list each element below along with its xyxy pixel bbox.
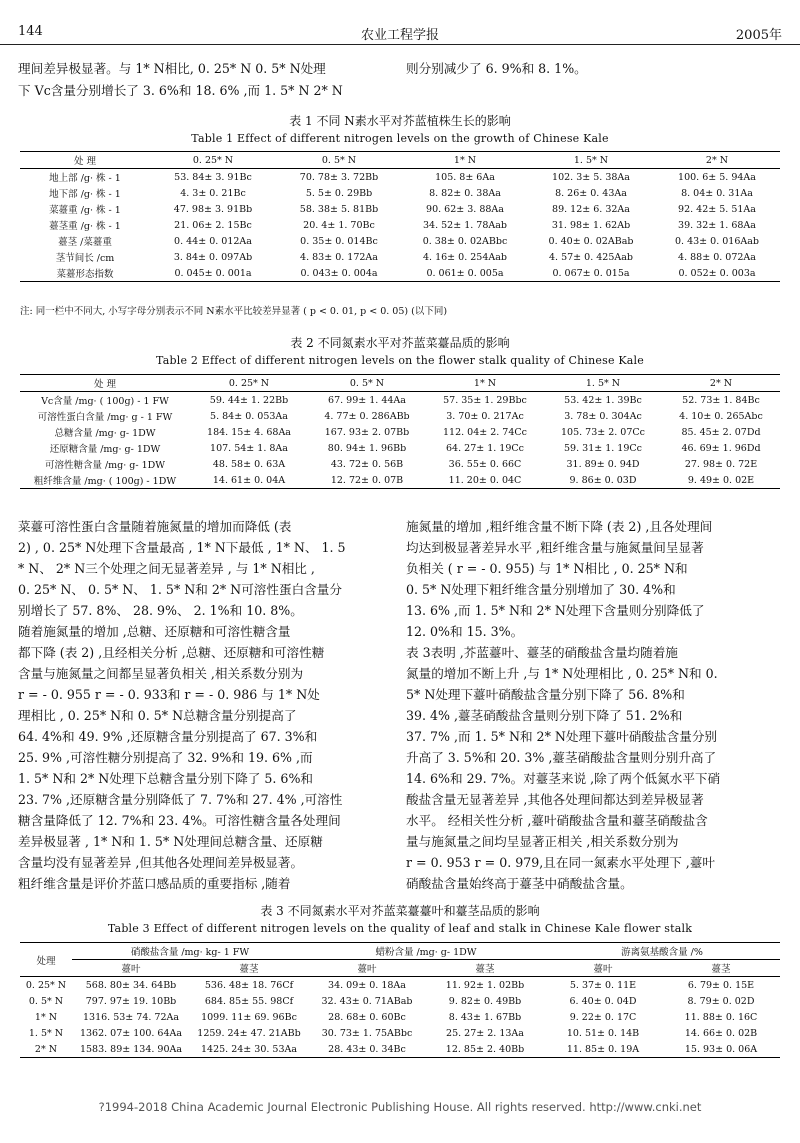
table2-cell: 9. 86± 0. 03D: [544, 472, 662, 489]
table2: [20, 374, 780, 489]
body-left-line: 别增长了 57. 8%、 28. 9%、 2. 1%和 10. 8%。: [18, 603, 303, 618]
table1-header-cell: 1. 5* N: [528, 152, 654, 169]
table1-cell: 4. 88± 0. 072Aa: [678, 251, 756, 263]
table1-cell: 89. 12± 6. 32Aa: [552, 203, 630, 215]
table3-cell: 1583. 89± 134. 90Aa: [72, 1041, 190, 1058]
body-right-line: 氮量的增加不断上升 ,与 1* N处理相比 , 0. 25* N和 0.: [406, 666, 718, 681]
table2-row-label: 可溶性糖含量 /mg· g- 1DW: [44, 460, 166, 471]
table2-cell: 27. 98± 0. 72E: [684, 458, 758, 470]
table3-row-label: 0. 5* N: [28, 995, 64, 1007]
table2-header-cell: 1. 5* N: [544, 375, 662, 392]
table2-caption-en: Table 2 Effect of different nitrogen levels on the flower stalk quality of Chinese Kale: [156, 354, 644, 367]
body-right-line: 升高了 3. 5%和 20. 3% ,薹茎硝酸盐含量则分别升高了: [406, 750, 717, 765]
table1-cell: 58. 38± 5. 81Bb: [299, 203, 379, 215]
table2-row-label: Vc含量 /mg· ( 100g) - 1 FW: [41, 396, 169, 407]
table3-row-label: 0. 25* N: [25, 979, 67, 991]
table1-cell: 0. 44± 0. 012Aa: [174, 235, 252, 247]
table2-cell: 64. 27± 1. 19Cc: [446, 442, 524, 454]
table2-cell: 67. 99± 1. 44Aa: [328, 394, 406, 406]
table1-row-label: 菜薹重 /g· 株 - 1: [49, 205, 121, 216]
table3-cell: 10. 51± 0. 14B: [566, 1027, 640, 1039]
table1-cell: 8. 04± 0. 31Aa: [681, 187, 753, 199]
table2-row-label: 总糖含量 /mg· g- 1DW: [54, 428, 156, 439]
table3-row: [20, 1041, 780, 1058]
table1-cell: 4. 83± 0. 172Aa: [300, 251, 378, 263]
body-right-line: 14. 6%和 29. 7%。对薹茎来说 ,除了两个低氮水平下硝: [406, 771, 721, 786]
table2-cell: 167. 93± 2. 07Bb: [324, 426, 410, 438]
table3-cell: 6. 79± 0. 15E: [687, 979, 755, 991]
body-left-line: 差异极显著 , 1* N和 1. 5* N处理间总糖含量、还原糖: [18, 834, 323, 849]
table1-cell: 0. 40± 0. 02ABab: [548, 235, 634, 247]
body-right-line: 39. 4% ,薹茎硝酸盐含量则分别下降了 51. 2%和: [406, 708, 683, 723]
table1-row: [20, 185, 780, 201]
table1-cell: 5. 5± 0. 29Bb: [305, 187, 373, 199]
body-right-line: 量与施氮量之间均呈显著正相关 ,相关系数分别为: [406, 834, 679, 849]
table1-note: 注: 同一栏中不同大, 小写字母分别表示不同 N素水平比较差异显著 ( p < 0. 01, p < 0. 05) (以下同): [20, 306, 448, 317]
table2-cell: 57. 35± 1. 29Bbc: [443, 394, 527, 406]
table3-cell: 15. 93± 0. 06A: [662, 1041, 780, 1058]
table2-cell: 11. 20± 0. 04C: [426, 472, 544, 489]
table3-cell: 8. 79± 0. 02D: [687, 995, 755, 1007]
table3-subheader: 薹茎: [426, 960, 544, 977]
table2-row: [20, 392, 780, 409]
table3-cell: 1425. 24± 30. 53Aa: [190, 1041, 308, 1058]
table1-cell: 105. 8± 6Aa: [435, 171, 495, 183]
body-left-line: 都下降 (表 2) ,且经相关分析 ,总糖、还原糖和可溶性糖: [18, 645, 325, 660]
table1-cell: 100. 6± 5. 94Aa: [678, 171, 756, 183]
table1-cell: 92. 42± 5. 51Aa: [678, 203, 756, 215]
table3-caption-cn: 表 3 不同氮素水平对芥蓝菜薹薹叶和薹茎品质的影响: [260, 904, 540, 918]
table1-caption-cn: 表 1 不同 N素水平对芥蓝植株生长的影响: [289, 114, 511, 128]
table3-cell: 9. 82± 0. 49Bb: [448, 995, 522, 1007]
table1-cell: 0. 35± 0. 014Bc: [300, 235, 378, 247]
intro-line-2: 下 Vc含量分别增长了 3. 6%和 18. 6% ,而 1. 5* N 2* N: [18, 83, 343, 98]
table1-cell: 4. 3± 0. 21Bc: [180, 187, 246, 199]
table2-row-label: 还原糖含量 /mg· g- 1DW: [49, 444, 161, 455]
table2-cell: 31. 89± 0. 94D: [566, 458, 640, 470]
body-right-column: [406, 516, 720, 894]
table3-subheader: 薹茎: [662, 960, 780, 977]
table2-cell: 3. 70± 0. 217Ac: [446, 410, 524, 422]
body-left-line: 2) , 0. 25* N处理下含量最高 , 1* N下最低 , 1* N、 1. 5: [18, 540, 346, 555]
table2-cell: 107. 54± 1. 8Aa: [210, 442, 288, 454]
table1-row: [20, 265, 780, 282]
table2-row: [20, 424, 780, 440]
intro-line-1: 理间差异极显著。与 1* N相比, 0. 25* N 0. 5* N处理: [18, 61, 326, 76]
table3-cell: 11. 85± 0. 19A: [544, 1041, 662, 1058]
table2-cell: 46. 69± 1. 96Dd: [681, 442, 761, 454]
table1-cell: 0. 043± 0. 004a: [276, 265, 402, 282]
table1-cell: 0. 045± 0. 001a: [150, 265, 276, 282]
table2-cell: 52. 73± 1. 84Bc: [682, 394, 760, 406]
table1-cell: 20. 4± 1. 70Bc: [303, 219, 375, 231]
table3-cell: 28. 68± 0. 60Bc: [328, 1011, 406, 1023]
table3-cell: 5. 37± 0. 11E: [569, 979, 637, 991]
body-right-line: 13. 6% ,而 1. 5* N和 2* N处理下含量则分别降低了: [406, 603, 705, 618]
table1-cell: 4. 16± 0. 254Aab: [423, 251, 507, 263]
table3-cell: 6. 40± 0. 04D: [569, 995, 637, 1007]
body-right-line: 37. 7% ,而 1. 5* N和 2* N处理下薹叶硝酸盐含量分别: [406, 729, 718, 744]
table3-caption-en: Table 3 Effect of different nitrogen levels on the quality of leaf and stalk in Chinese Kale flower stalk: [107, 922, 693, 935]
table3-subheader: 薹叶: [72, 960, 190, 977]
table3-row: [20, 993, 780, 1009]
table1-cell: 31. 98± 1. 62Ab: [551, 219, 631, 231]
body-right-line: 负相关 ( r = - 0. 955) 与 1* N相比 , 0. 25* N和: [406, 561, 688, 576]
table3-row: [20, 977, 780, 994]
table1-cell: 53. 84± 3. 91Bc: [174, 171, 252, 183]
table2-header-cell: 处 理: [20, 375, 190, 392]
table3-cell: 536. 48± 18. 76Cf: [204, 979, 294, 991]
body-right-line: 施氮量的增加 ,粗纤维含量不断下降 (表 2) ,且各处理间: [406, 519, 713, 534]
table1-row: [20, 249, 780, 265]
body-left-line: 菜薹可溶性蛋白含量随着施氮量的增加而降低 (表: [18, 519, 292, 534]
table1-cell: 4. 57± 0. 425Aab: [549, 251, 633, 263]
table2-row-label: 粗纤维含量 /mg· ( 100g) - 1DW: [20, 472, 190, 489]
table2-cell: 184. 15± 4. 68Aa: [207, 426, 291, 438]
table3-cell: 25. 27± 2. 13Aa: [446, 1027, 524, 1039]
journal-title: 农业工程学报: [360, 28, 439, 43]
table1: [20, 151, 780, 282]
body-left-line: 理相比 , 0. 25* N和 0. 5* N总糖含量分别提高了: [18, 708, 297, 723]
table3-cell: 11. 92± 1. 02Bb: [445, 979, 525, 991]
table3-sub-row: [20, 960, 780, 977]
table3-group-header: 硝酸盐含量 /mg· kg- 1 FW: [72, 943, 308, 960]
table3-cell: 9. 22± 0. 17C: [569, 1011, 637, 1023]
table2-cell: 36. 55± 0. 66C: [448, 458, 522, 470]
table2-cell: 59. 44± 1. 22Bb: [209, 394, 289, 406]
table3-cell: 32. 43± 0. 71ABab: [321, 995, 413, 1007]
page-number: 144: [18, 24, 43, 39]
table1-row: [20, 201, 780, 217]
table1-row-label: 薹茎 /菜薹重: [58, 237, 112, 248]
table3-row-header: 处理: [20, 943, 72, 977]
table1-cell: 0. 38± 0. 02ABbc: [422, 235, 508, 247]
header-rule: [0, 44, 800, 45]
body-right-line: 均达到极显著差异水平 ,粗纤维含量与施氮量间呈显著: [406, 540, 704, 555]
table3-group-header: 蜡粉含量 /mg· g- 1DW: [308, 943, 544, 960]
table3-cell: 30. 73± 1. 75ABbc: [321, 1027, 413, 1039]
table2-cell: 53. 42± 1. 39Bc: [564, 394, 642, 406]
year: 2005年: [735, 28, 782, 43]
table2-cell: 85. 45± 2. 07Dd: [681, 426, 761, 438]
table1-cell: 47. 98± 3. 91Bb: [173, 203, 253, 215]
table2-cell: 105. 73± 2. 07Cc: [560, 426, 645, 438]
copyright-footer: ?1994-2018 China Academic Journal Electronic Publishing House. All rights reserved. http://www.cnki.net: [98, 1100, 702, 1114]
table3-subheader: 薹茎: [190, 960, 308, 977]
table3-group-row: [20, 943, 780, 960]
table3-cell: 14. 66± 0. 02B: [684, 1027, 758, 1039]
table2-cell: 48. 58± 0. 63A: [212, 458, 286, 470]
table2-cell: 43. 72± 0. 56B: [330, 458, 404, 470]
body-right-line: 酸盐含量无显著差异 ,其他各处理间都达到差异极显著: [406, 792, 704, 807]
table3-row-label: 1* N: [34, 1011, 58, 1023]
table2-header-cell: 1* N: [426, 375, 544, 392]
table3-row: [20, 1009, 780, 1025]
table1-caption-en: Table 1 Effect of different nitrogen levels on the growth of Chinese Kale: [191, 132, 609, 145]
table1-cell: 21. 06± 2. 15Bc: [174, 219, 252, 231]
body-left-line: r = - 0. 955 r = - 0. 933和 r = - 0. 986 与 1* N处: [18, 687, 320, 702]
table3-cell: 1259. 24± 47. 21ABb: [197, 1027, 301, 1039]
table1-row: [20, 169, 780, 186]
table2-header-row: [20, 375, 780, 392]
table1-cell: 39. 32± 1. 68Aa: [678, 219, 756, 231]
table3-subheader: 薹叶: [308, 960, 426, 977]
table1-row-label: 薹茎重 /g· 株 - 1: [49, 221, 121, 232]
table1-header-row: [20, 152, 780, 169]
table3-cell: 797. 97± 19. 10Bb: [85, 995, 177, 1007]
table1-header-cell: 2* N: [654, 152, 780, 169]
body-left-line: 含量与施氮量之间都呈显著负相关 ,相关系数分别为: [18, 666, 304, 681]
table2-cell: 80. 94± 1. 96Bb: [327, 442, 407, 454]
table2-cell: 12. 72± 0. 07B: [308, 472, 426, 489]
table1-cell: 0. 43± 0. 016Aab: [675, 235, 759, 247]
body-left-line: 0. 25* N、 0. 5* N、 1. 5* N和 2* N可溶性蛋白含量分: [18, 582, 342, 597]
table1-cell: 70. 78± 3. 72Bb: [299, 171, 379, 183]
table3-cell: 1316. 53± 74. 72Aa: [82, 1011, 180, 1023]
table3-cell: 568. 80± 34. 64Bb: [85, 979, 177, 991]
table1-header-cell: 处 理: [20, 152, 150, 169]
table2-row: [20, 408, 780, 424]
body-left-line: 1. 5* N和 2* N处理下总糖含量分别下降了 5. 6%和: [18, 771, 313, 786]
body-right-line: 表 3表明 ,芥蓝薹叶、薹茎的硝酸盐含量均随着施: [406, 645, 678, 660]
table1-row: [20, 217, 780, 233]
table2-cell: 5. 84± 0. 053Aa: [210, 410, 288, 422]
table3-cell: 8. 43± 1. 67Bb: [448, 1011, 522, 1023]
table2-row: [20, 472, 780, 489]
table2-row: [20, 440, 780, 456]
body-right-line: r = 0. 953 r = 0. 979,且在同一氮素水平处理下 ,薹叶: [406, 855, 716, 870]
body-right-line: 0. 5* N处理下粗纤维含量分别增加了 30. 4%和: [406, 582, 676, 597]
table1-cell: 102. 3± 5. 38Aa: [552, 171, 630, 183]
table2-row-label: 可溶性蛋白含量 /mg· g - 1 FW: [37, 412, 173, 423]
body-right-line: 5* N处理下薹叶硝酸盐含量分别下降了 56. 8%和: [406, 687, 685, 702]
table3-subheader: 薹叶: [544, 960, 662, 977]
table2-cell: 9. 49± 0. 02E: [662, 472, 780, 489]
body-left-line: 含量均没有显著差异 ,但其他各处理间差异极显著。: [18, 855, 304, 870]
body-left-line: 64. 4%和 49. 9% ,还原糖含量分别提高了 67. 3%和: [18, 729, 318, 744]
table3-cell: 28. 43± 0. 34Bc: [308, 1041, 426, 1058]
table2-cell: 112. 04± 2. 74Cc: [442, 426, 527, 438]
table3-cell: 1099. 11± 69. 96Bc: [201, 1011, 297, 1023]
table1-cell: 0. 061± 0. 005a: [402, 265, 528, 282]
table1-row-label: 地上部 /g· 株 - 1: [49, 173, 121, 184]
body-right-line: 硝酸盐含量始终高于薹茎中硝酸盐含量。: [406, 876, 633, 891]
table1-cell: 3. 84± 0. 097Ab: [173, 251, 253, 263]
table1-header-cell: 0. 25* N: [150, 152, 276, 169]
table2-caption-cn: 表 2 不同氮素水平对芥蓝菜薹品质的影响: [290, 336, 510, 350]
table1-cell: 34. 52± 1. 78Aab: [423, 219, 507, 231]
table2-cell: 14. 61± 0. 04A: [190, 472, 308, 489]
table2-header-cell: 0. 5* N: [308, 375, 426, 392]
body-right-line: 水平。 经相关性分析 ,薹叶硝酸盐含量和薹茎硝酸盐含: [406, 813, 708, 828]
table2-row: [20, 456, 780, 472]
body-left-line: 23. 7% ,还原糖含量分别降低了 7. 7%和 27. 4% ,可溶性: [18, 792, 343, 807]
table1-cell: 90. 62± 3. 88Aa: [426, 203, 504, 215]
table2-cell: 59. 31± 1. 19Cc: [564, 442, 642, 454]
table2-cell: 4. 77± 0. 286ABb: [324, 410, 410, 422]
table3-group-header: 游离氨基酸含量 /%: [544, 943, 780, 960]
body-right-line: 12. 0%和 15. 3%。: [406, 624, 524, 639]
table1-row-label: 菜薹形态指数: [20, 265, 150, 282]
table3-cell: 34. 09± 0. 18Aa: [328, 979, 406, 991]
body-left-line: 糖含量降低了 12. 7%和 23. 4%。可溶性糖含量各处理间: [18, 813, 341, 828]
table3-row-label: 1. 5* N: [28, 1027, 64, 1039]
table2-cell: 3. 78± 0. 304Ac: [564, 410, 642, 422]
table3-cell: 684. 85± 55. 98Cf: [204, 995, 294, 1007]
table1-cell: 8. 26± 0. 43Aa: [555, 187, 627, 199]
table3-cell: 1362. 07± 100. 64Aa: [79, 1027, 183, 1039]
table3-cell: 12. 85± 2. 40Bb: [426, 1041, 544, 1058]
table1-cell: 0. 067± 0. 015a: [528, 265, 654, 282]
table2-header-cell: 0. 25* N: [190, 375, 308, 392]
table2-cell: 4. 10± 0. 265Abc: [679, 410, 763, 422]
table3: [20, 942, 780, 1058]
intro-right: 则分别减少了 6. 9%和 8. 1%。: [406, 61, 587, 76]
table3-row-label: 2* N: [20, 1041, 72, 1058]
table2-header-cell: 2* N: [662, 375, 780, 392]
body-left-line: 粗纤维含量是评价芥蓝口感品质的重要指标 ,随着: [18, 876, 291, 891]
table1-cell: 8. 82± 0. 38Aa: [429, 187, 501, 199]
table1-row-label: 地下部 /g· 株 - 1: [49, 189, 121, 200]
body-left-column: [18, 516, 346, 894]
body-left-line: 随着施氮量的增加 ,总糖、还原糖和可溶性糖含量: [18, 624, 291, 639]
table1-cell: 0. 052± 0. 003a: [654, 265, 780, 282]
body-left-line: 25. 9% ,可溶性糖分别提高了 32. 9%和 19. 6% ,而: [18, 750, 313, 765]
table1-header-cell: 0. 5* N: [276, 152, 402, 169]
body-left-line: * N、 2* N三个处理之间无显著差异 , 与 1* N相比 ,: [18, 561, 315, 576]
table1-header-cell: 1* N: [402, 152, 528, 169]
table3-cell: 11. 88± 0. 16C: [684, 1011, 758, 1023]
table1-row-label: 茎节间长 /cm: [55, 253, 115, 264]
table3-row: [20, 1025, 780, 1041]
table1-row: [20, 233, 780, 249]
